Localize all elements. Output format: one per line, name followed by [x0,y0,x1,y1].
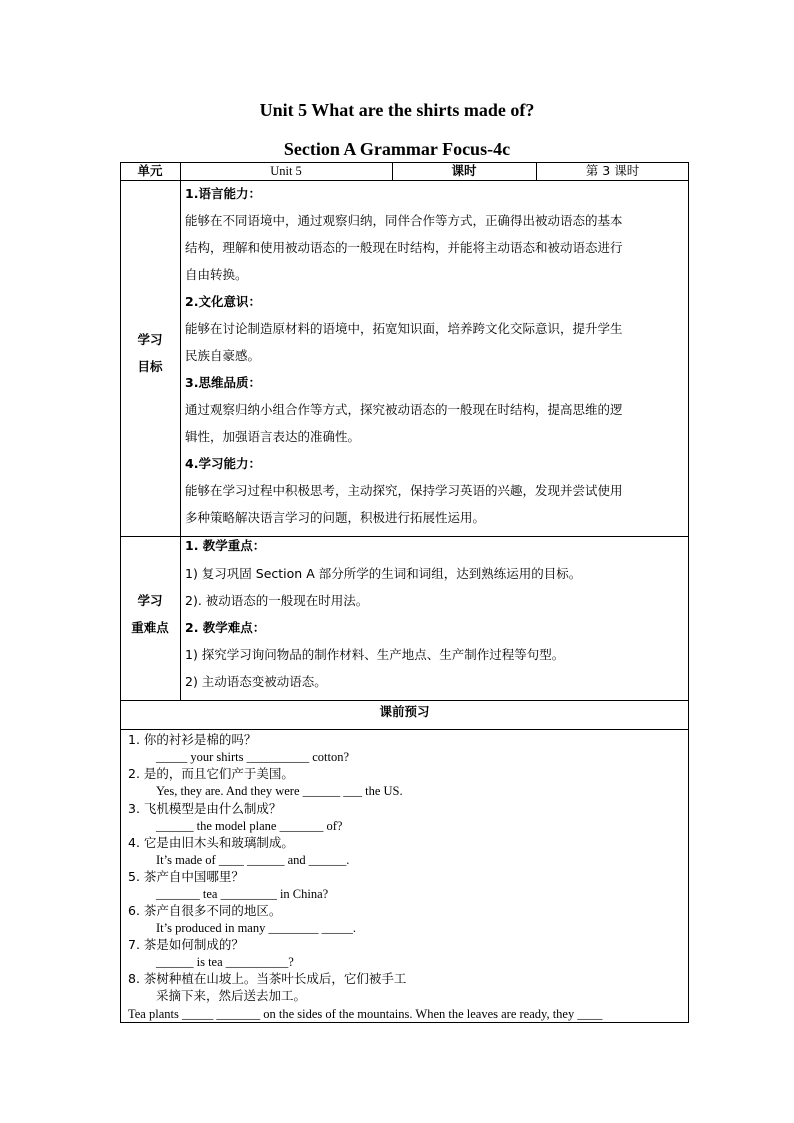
difficulty-item: 1) 探究学习询问物品的制作材料、生产地点、生产制作过程等句型。 [185,647,565,662]
goal-text: 能够在学习过程中积极思考，主动探究，保持学习英语的兴趣，发现并尝试使用 [185,483,623,498]
exercise-blank: Yes, they are. And they were ______ ___ the US. [156,784,403,798]
difficulty-heading: 2. 教学难点： [185,620,266,635]
exercise-prompt: 8. 茶树种植在山坡上。当茶叶长成后，它们被手工 [128,971,407,986]
page-title: Unit 5 What are the shirts made of? [259,100,535,120]
goal-text: 多种策略解决语言学习的问题，积极进行拓展性运用。 [185,510,486,525]
goals-label-line1: 学习 [137,332,163,347]
unit-label: 单元 [137,163,163,178]
focus-heading: 1. 教学重点： [185,538,266,553]
goal-heading: 2.文化意识： [185,294,261,309]
focus-item: 1) 复习巩固 Section A 部分所学的生词和词组，达到熟练运用的目标。 [185,566,582,581]
exercise-blank: _______ tea _________ in China? [156,887,329,901]
focus-item: 2). 被动语态的一般现在时用法。 [185,593,369,608]
exercise-blank: _____ your shirts __________ cotton? [156,750,350,764]
goal-text: 辑性，加强语言表达的准确性。 [185,429,361,444]
lesson-value: 第 3 课时 [585,163,640,178]
goal-heading: 1.语言能力： [185,186,261,201]
exercise-blank: It’s made of ____ ______ and ______. [156,853,350,867]
goal-text: 自由转换。 [185,267,248,282]
exercise-prompt: 7. 茶是如何制成的？ [128,937,244,952]
goal-text: 民族自豪感。 [185,348,261,363]
keypoints-label-line2: 重难点 [131,620,169,635]
exercise-prompt: 6. 茶产自很多不同的地区。 [128,903,282,918]
goal-heading: 4.学习能力： [185,456,261,471]
goal-text: 通过观察归纳小组合作等方式，探究被动语态的一般现在时结构，提高思维的逻 [185,402,623,417]
goal-text: 能够在讨论制造原材料的语境中，拓宽知识面，培养跨文化交际意识，提升学生 [185,321,623,336]
exercise-prompt: 3. 飞机模型是由什么制成？ [128,801,282,816]
exercise-prompt: 2. 是的，而且它们产于美国。 [128,766,294,781]
goal-text: 能够在不同语境中，通过观察归纳，同伴合作等方式，正确得出被动语态的基本 [185,213,623,228]
keypoints-label-line1: 学习 [137,593,163,608]
exercise-prompt: 5. 茶产自中国哪里？ [128,869,244,884]
difficulty-item: 2) 主动语态变被动语态。 [185,674,327,689]
exercise-blank: Tea plants _____ _______ on the sides of the mountains. When the leaves are ready, they ____ [128,1007,603,1021]
goal-text: 结构，理解和使用被动语态的一般现在时结构，并能将主动语态和被动语态进行 [185,240,623,255]
exercise-blank: ______ is tea __________? [156,955,294,969]
preview-label: 课前预习 [379,704,430,719]
page-subtitle: Section A Grammar Focus-4c [283,139,511,159]
goal-heading: 3.思维品质： [185,375,261,390]
unit-value: Unit 5 [270,164,302,178]
exercise-blank: ______ the model plane _______ of? [156,819,343,833]
exercise-blank: It’s produced in many ________ _____. [156,921,356,935]
lesson-label: 课时 [451,163,477,178]
goals-label-line2: 目标 [137,359,163,374]
exercise-prompt-cont: 采摘下来，然后送去加工。 [156,988,307,1003]
exercise-prompt: 1. 你的衬衫是棉的吗？ [128,732,257,747]
exercise-prompt: 4. 它是由旧木头和玻璃制成。 [128,835,294,850]
